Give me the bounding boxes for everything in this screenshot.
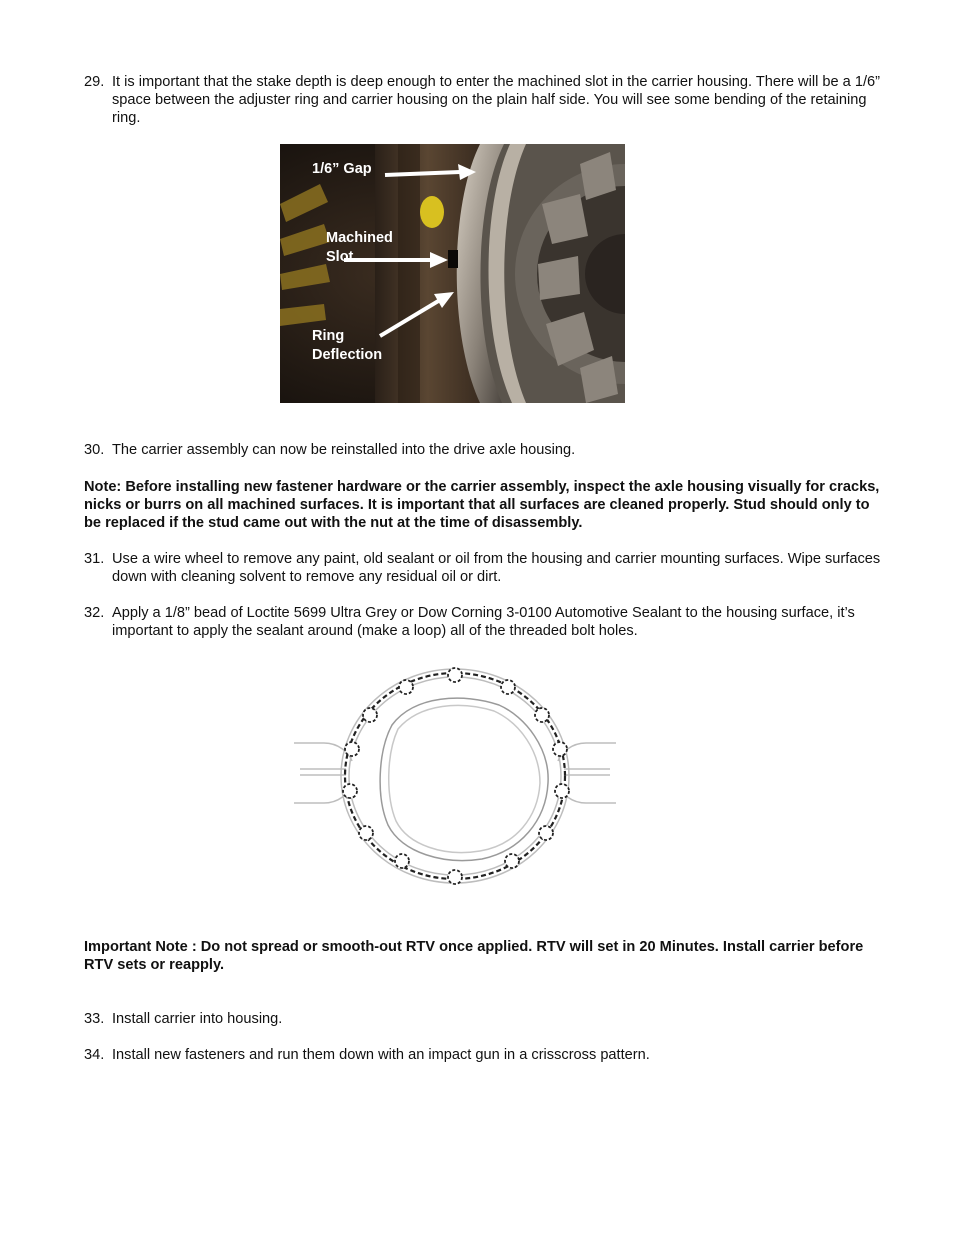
carrier-photo <box>280 144 625 403</box>
step-number: 29. <box>84 74 105 90</box>
step-text: Use a wire wheel to remove any paint, old sealant or oil from the housing and carrier mounting surfaces. Wipe surfaces down with cleaning solvent to remove any residual oil or dirt. <box>112 551 881 585</box>
housing-flange-illustration <box>294 665 616 890</box>
step-text: It is important that the stake depth is deep enough to enter the machined slot in the carrier housing. There will be a 1/6” space between the adjuster ring and carrier housing on the plain half side. You will see some bending of the retaining ring. <box>112 74 880 126</box>
step-text: Install new fasteners and run them down with an impact gun in a crisscross pattern. <box>112 1047 650 1063</box>
step-text: Apply a 1/8” bead of Loctite 5699 Ultra Grey or Dow Corning 3-0100 Automotive Sealant to the housing surface, it’s important to apply the sealant around (make a loop) all of the threaded bolt holes. <box>112 605 855 639</box>
inspection-note: Note: Before installing new fastener hardware or the carrier assembly, inspect the axle housing visually for cracks, nicks or burrs on all machined surfaces. It is important that all surfaces are cleaned properly. Stud should only to be replaced if the stud came out with the nut at the time of disassembly. <box>84 479 880 531</box>
step-number: 31. <box>84 551 105 567</box>
ring-deflection-label-line1: Ring <box>312 328 345 344</box>
step-text: Install carrier into housing. <box>112 1011 283 1027</box>
machined-slot-label-line2: Slot <box>326 249 354 265</box>
step-number: 34. <box>84 1047 105 1063</box>
gap-label: 1/6” Gap <box>312 161 372 177</box>
step-number: 33. <box>84 1011 105 1027</box>
step-number: 30. <box>84 442 105 458</box>
step-number: 32. <box>84 605 105 621</box>
ring-deflection-label-line2: Deflection <box>312 347 383 363</box>
step-text: The carrier assembly can now be reinstalled into the drive axle housing. <box>112 442 576 458</box>
important-rtv-note: Important Note : Do not spread or smooth-out RTV once applied. RTV will set in 20 Minutes. Install carrier before RTV sets or reapply. <box>84 939 864 973</box>
sealant-bead-diagram <box>294 665 616 890</box>
machined-slot-label-line1: Machined <box>326 230 393 246</box>
